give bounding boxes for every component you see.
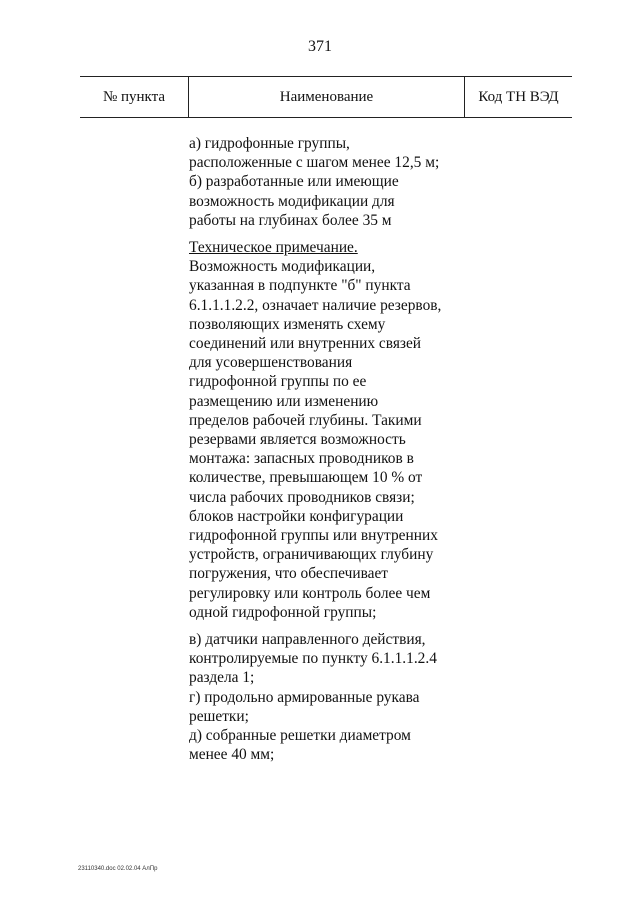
text-line: в) датчики направленного действия, [189, 631, 426, 649]
text-line: раздела 1; [189, 669, 255, 687]
text-line: размещению или изменению [189, 392, 379, 410]
paragraph-subitems-v-d [189, 630, 489, 764]
column-header-code: Код ТН ВЭД [478, 88, 559, 105]
text-line: решетки; [189, 707, 249, 725]
text-line: регулировку или контроль более чем [189, 584, 431, 602]
document-footer: 23110340.doc 02.02.04 АлПр [78, 866, 158, 872]
text-line: 6.1.1.1.2.2, означает наличие резервов, [189, 296, 442, 314]
text-line: Возможность модификации, [189, 258, 376, 276]
text-line: резервами является возможность [189, 431, 406, 449]
text-line: работы на глубинах более 35 м [189, 211, 392, 229]
paragraph-subitems-a-b [189, 134, 489, 230]
note-title: Техническое примечание. [189, 239, 358, 257]
text-line: гидрофонной группы по ее [189, 373, 367, 391]
text-line: погружения, что обеспечивает [189, 565, 389, 583]
text-line: а) гидрофонные группы, [189, 135, 350, 152]
text-line: возможность модификации для [189, 192, 395, 210]
text-line: пределов рабочей глубины. Такими [189, 411, 422, 429]
text-line: одной гидрофонной группы; [189, 603, 377, 621]
technical-note [189, 238, 489, 622]
text-line: гидрофонной группы или внутренних [189, 527, 438, 545]
column-header-number: № пункта [102, 88, 166, 105]
page-number: 371 [308, 38, 332, 55]
text-line: г) продольно армированные рукава [189, 688, 420, 706]
text-line: д) собранные решетки диаметром [189, 727, 411, 745]
text-line: числа рабочих проводников связи; [189, 488, 415, 506]
text-line: соединений или внутренних связей [189, 335, 422, 353]
table-header [80, 76, 572, 118]
text-line: количестве, превышающем 10 % от [189, 469, 423, 487]
column-header-name: Наименование [279, 88, 374, 105]
text-line: указанная в подпункте "б" пункта [189, 277, 411, 295]
text-line: расположенные с шагом менее 12,5 м; [189, 154, 440, 172]
text-line: менее 40 мм; [189, 746, 275, 764]
text-line: контролируемые по пункту 6.1.1.1.2.4 [189, 650, 437, 668]
text-line: позволяющих изменять схему [189, 315, 386, 333]
text-line: блоков настройки конфигурации [189, 507, 404, 525]
text-line: монтажа: запасных проводников в [189, 450, 414, 468]
item-description [189, 134, 489, 765]
text-line: для усовершенствования [189, 354, 353, 372]
text-line: устройств, ограничивающих глубину [189, 546, 434, 564]
text-line: б) разработанные или имеющие [189, 173, 399, 191]
